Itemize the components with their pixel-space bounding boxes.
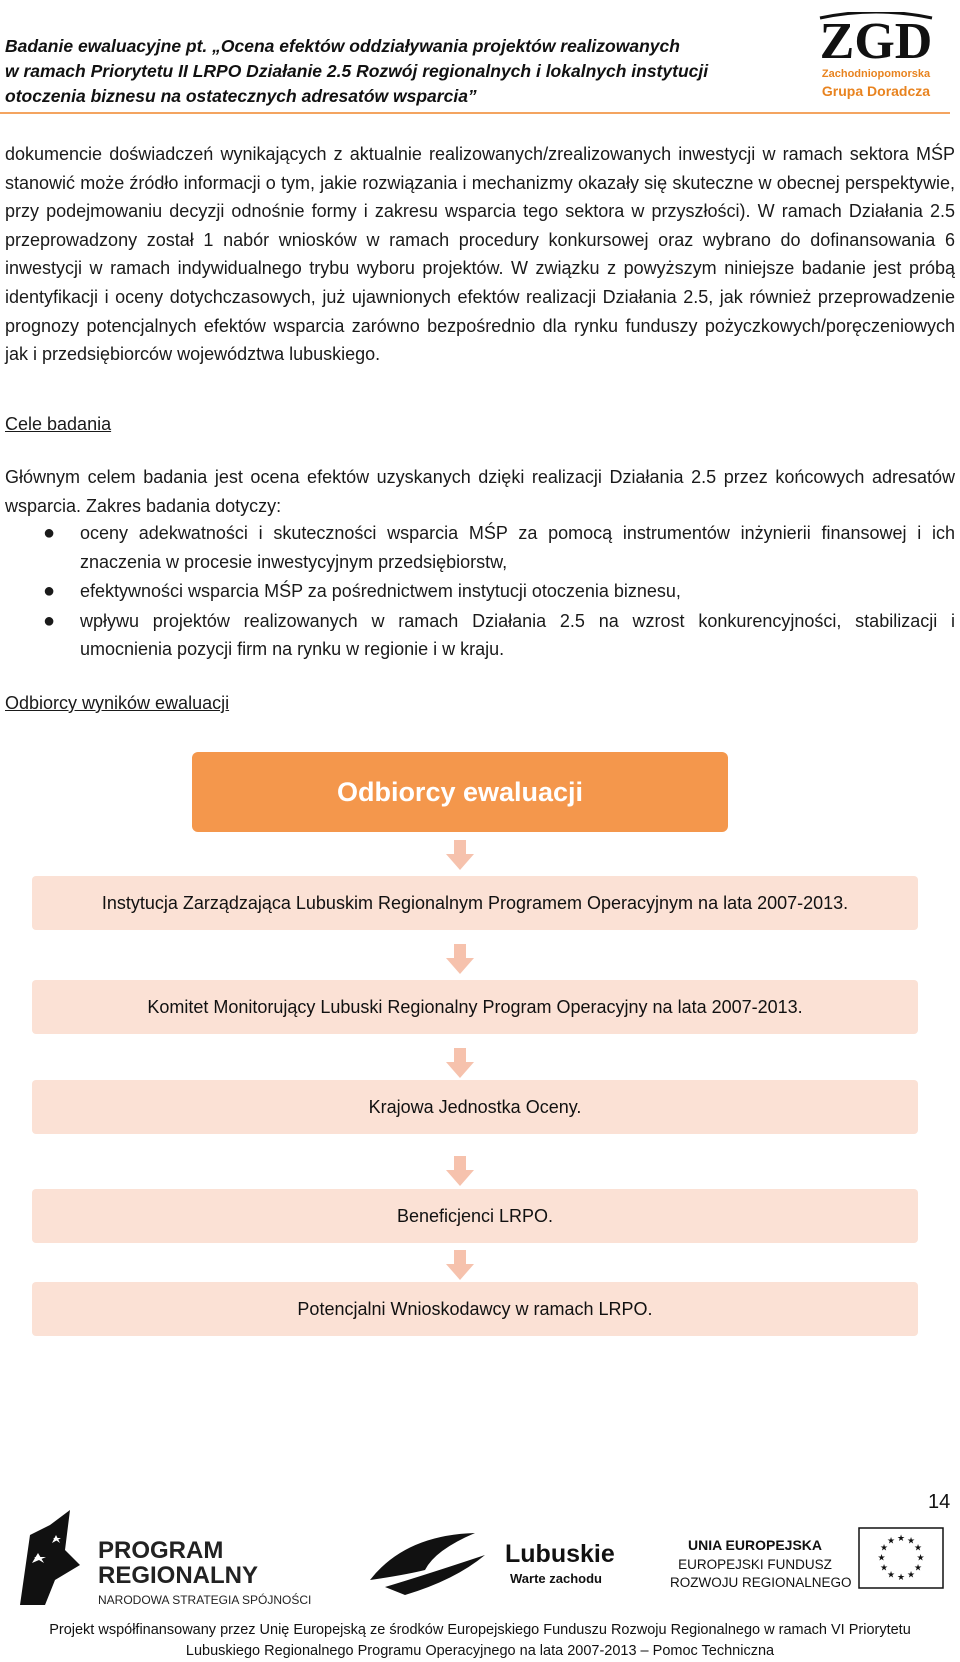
title-line: otoczenia biznesu na ostatecznych adresatów wsparcia” [5, 86, 477, 106]
list-item-text: oceny adekwatności i skuteczności wsparcia MŚP za pomocą instrumentów inżynierii finansowej i ich znaczenia w procesie inwestycyjnym przedsiębiorstw, [80, 523, 955, 572]
list-item [5, 519, 955, 576]
list-item [5, 607, 955, 664]
page-header [0, 0, 960, 118]
bullet-icon: ● [43, 580, 56, 603]
zgd-subtitle: Zachodniopomorska [821, 68, 931, 80]
arrow-down-icon [446, 1048, 474, 1078]
recipient-box: Komitet Monitorujący Lubuski Regionalny Program Operacyjny na lata 2007-2013. [32, 980, 918, 1034]
recipient-box: Beneficjenci LRPO. [32, 1189, 918, 1243]
recipients-diagram [0, 740, 960, 1360]
svg-text:★: ★ [906, 1570, 916, 1581]
lubuskie-logo [365, 1525, 615, 1605]
svg-text:★: ★ [896, 1534, 906, 1544]
section-heading-recipients: Odbiorcy wyników ewaluacji [5, 693, 230, 713]
zgd-subtitle: Grupa Doradcza [821, 83, 931, 99]
goals-list [5, 519, 955, 665]
title-line: w ramach Priorytetu II LRPO Działanie 2.5 Rozwój regionalnych i lokalnych instytucji [5, 61, 709, 81]
document-title [5, 34, 745, 109]
diagram-title-box: Odbiorcy ewaluacji [192, 752, 728, 832]
list-item-text: wpływu projektów realizowanych w ramach Działania 2.5 na wzrost konkurencyjności, stabilizacji i umocnienia pozycji firm na rynku w regionie i w kraju. [80, 610, 955, 660]
svg-text:★: ★ [913, 1563, 923, 1574]
zgd-letters-icon [812, 12, 940, 68]
paragraph-goals: Głównym celem badania jest ocena efektów uzyskanych dzięki realizacji Działania 2.5 przez końcowych adresatów wsparcia. Zakres badania dotyczy: [5, 467, 955, 516]
page-number: 14 [928, 1491, 951, 1513]
recipient-box: Potencjalni Wnioskodawcy w ramach LRPO. [32, 1282, 918, 1336]
lubuskie-bird-icon [365, 1525, 495, 1605]
svg-text:★: ★ [886, 1570, 896, 1581]
program-regionalny-logo [10, 1505, 310, 1610]
eu-logo-text: ROZWOJU REGIONALNEGO [670, 1575, 852, 1590]
program-star-icon [10, 1505, 90, 1610]
program-logo-subtitle: NARODOWA STRATEGIA SPÓJNOŚCI [98, 1593, 312, 1607]
funding-note [0, 1620, 960, 1662]
bullet-icon: ● [43, 609, 56, 632]
list-item [5, 577, 955, 606]
eu-logo-text: UNIA EUROPEJSKA [687, 1537, 823, 1553]
arrow-down-icon [446, 1156, 474, 1186]
paragraph-intro: dokumencie doświadczeń wynikających z aktualnie realizowanych/zrealizowanych inwestycji w ramach sektora MŚP stanowić może źródło informacji o tym, jakie rozwiązania i mechanizmy okazały się skuteczne w obecnej perspektywie, przy podejmowaniu decyzji odnośnie formy i zakresu wsparcia tego sektora w przyszłości). W ramach Działania 2.5 przeprowadzony został 1 nabór wniosków w ramach procedury konkursowej oraz wybrano do dofinansowania 6 inwestycji w ramach indywidualnego trybu wyboru projektów. W związku z powyższym niniejsze badanie jest próbą identyfikacji i oceny dotychczasowych, już ujawnionych efektów realizacji Działania 2.5, jak również przeprowadzenie prognozy potencjalnych efektów wsparcia zarówno bezpośrednio dla rynku funduszy pożyczkowych/poręczeniowych jak i przedsiębiorców województwa lubuskiego. [5, 144, 955, 365]
funding-note-line: Lubuskiego Regionalnego Programu Operacyjnego na lata 2007-2013 – Pomoc Techniczna [185, 1643, 775, 1659]
lubuskie-name: Lubuskie [505, 1540, 615, 1568]
eu-logo-text: EUROPEJSKI FUNDUSZ [678, 1557, 832, 1572]
program-logo-text: REGIONALNY [98, 1562, 259, 1589]
zgd-letters: ZGD [819, 13, 933, 68]
header-divider [0, 112, 950, 114]
list-item-text: efektywności wsparcia MŚP za pośrednictwem instytucji otoczenia biznesu, [80, 581, 681, 602]
bullet-icon: ● [43, 522, 56, 544]
zgd-logo [812, 12, 940, 98]
funding-note-line: Projekt współfinansowany przez Unię Europejską ze środków Europejskiego Funduszu Rozwoju Regionalnego w ramach VI Priorytetu [49, 1622, 911, 1638]
svg-text:★: ★ [879, 1563, 889, 1574]
svg-text:★: ★ [906, 1536, 916, 1547]
svg-text:★: ★ [879, 1543, 889, 1554]
recipient-box: Instytucja Zarządzająca Lubuskim Regionalnym Programem Operacyjnym na lata 2007-2013. [32, 876, 918, 930]
lubuskie-slogan: Warte zachodu [510, 1571, 602, 1586]
arrow-down-icon [446, 840, 474, 870]
eu-flag-icon [858, 1527, 944, 1589]
arrow-down-icon [446, 944, 474, 974]
arrow-down-icon [446, 1250, 474, 1280]
program-logo-text: PROGRAM [98, 1537, 224, 1564]
svg-text:★: ★ [916, 1553, 925, 1564]
eu-logo [670, 1534, 960, 1607]
title-line: Badanie ewaluacyjne pt. „Ocena efektów oddziaływania projektów realizowanych [5, 36, 680, 56]
section-heading-goals: Cele badania [5, 414, 112, 434]
svg-text:★: ★ [913, 1543, 923, 1554]
page-footer [0, 1505, 960, 1659]
svg-text:★: ★ [896, 1573, 906, 1583]
recipient-box: Krajowa Jednostka Oceny. [32, 1080, 918, 1134]
svg-text:★: ★ [877, 1553, 886, 1564]
svg-text:★: ★ [886, 1536, 896, 1547]
